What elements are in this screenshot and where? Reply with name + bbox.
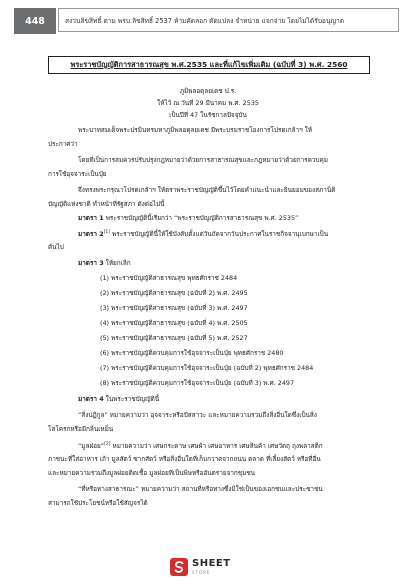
section-label: มาตรา 4 [78, 395, 104, 403]
reign-year: เป็นปีที่ 47 ในรัชกาลปัจจุบัน [169, 111, 247, 119]
section-text-cont: ต้นไป [48, 243, 64, 251]
section-label: มาตรา 3 [78, 259, 104, 267]
section-text: พระราชบัญญัตินี้เรียกว่า “พระราชบัญญัติการสาธารณสุข พ.ศ. 2535” [105, 214, 299, 222]
copyright-text: สงวนลิขสิทธิ์ ตาม พรบ.ลิขสิทธิ์ 2537 ห้ามคัดลอก ดัดแปลง จำหน่าย แจกจ่าย โดยไม่ได้รับอนุญาต [65, 16, 344, 25]
page-header [0, 8, 416, 34]
section-label: มาตรา 1 [78, 214, 104, 222]
repealed-item: (1) พระราชบัญญัติสาธารณสุข พุทธศักราช 2484 [100, 274, 238, 282]
repealed-item: (3) พระราชบัญญัติสาธารณสุข (ฉบับที่ 3) พ.ศ. 2497 [100, 304, 248, 312]
repealed-item: (2) พระราชบัญญัติสาธารณสุข (ฉบับที่ 2) พ.ศ. 2495 [100, 289, 248, 297]
given-date: ให้ไว้ ณ วันที่ 29 มีนาคม พ.ศ. 2535 [157, 99, 259, 107]
king-signature: ภูมิพลอดุลยเดช ป.ร. [179, 87, 237, 95]
preamble-line: จึงทรงพระกรุณาโปรดเกล้าฯ ให้ตราพระราชบัญญัติขึ้นไว้โดยคำแนะนำและยินยอมของสภานิติ [78, 186, 336, 194]
logo-subtext: STORE [192, 570, 211, 575]
preamble-line: การใช้อุจจาระเป็นปุ๋ย [48, 170, 107, 178]
section-4 [78, 394, 159, 404]
preamble-line: ประกาศว่า [48, 140, 78, 148]
section-text: ให้ยกเลิก [105, 259, 131, 267]
repealed-item: (4) พระราชบัญญัติสาธารณสุข (ฉบับที่ 4) พ.ศ. 2505 [100, 319, 248, 327]
repealed-item: (7) พระราชบัญญัติควบคุมการใช้อุจจาระเป็นปุ๋ย (ฉบับที่ 2) พุทธศักราช 2484 [100, 364, 314, 372]
repealed-item: (6) พระราชบัญญัติควบคุมการใช้อุจจาระเป็นปุ๋ย พุทธศักราช 2480 [100, 349, 284, 357]
definition-line: “ที่หรือทางสาธารณะ” หมายความว่า สถานที่หรือทางซึ่งมิใช่เป็นของเอกชนและประชาชน [78, 485, 323, 493]
repealed-item: (5) พระราชบัญญัติสาธารณสุข (ฉบับที่ 5) พ.ศ. 2527 [100, 334, 248, 342]
section-3 [78, 258, 131, 268]
definition-text: หมายความว่า เศษกระดาษ เศษผ้า เศษอาหาร เศษสินค้า เศษวัตถุ ถุงพลาสติก [110, 442, 323, 451]
definition-line: และหมายความรวมถึงมูลฝอยติดเชื้อ มูลฝอยที่เป็นพิษหรืออันตรายจากชุมชน [48, 469, 256, 477]
document-title: พระราชบัญญัติการสาธารณสุข พ.ศ.2535 และที่แก้ไขเพิ่มเติม (ฉบับที่ 3) พ.ศ. 2560 [70, 60, 348, 69]
footnote-ref: [1] [103, 230, 111, 235]
page-number: 448 [14, 8, 56, 34]
repealed-item: (8) พระราชบัญญัติควบคุมการใช้อุจจาระเป็นปุ๋ย (ฉบับที่ 3) พ.ศ. 2497 [100, 379, 295, 387]
copyright-notice [58, 8, 399, 32]
section-text: พระราชบัญญัตินี้ให้ใช้บังคับตั้งแต่วันถัดจากวันประกาศในราชกิจจานุเบกษาเป็น [112, 230, 329, 239]
section-label: มาตรา 2 [78, 230, 104, 239]
preamble-line: พระบาทสมเด็จพระปรมินทรมหาภูมิพลอดุลยเดช มีพระบรมราชโองการโปรดเกล้าฯ ให้ [78, 126, 313, 134]
footnote-ref: [2] [104, 442, 111, 447]
sheet-logo-icon [170, 558, 188, 576]
sheet-store-logo [170, 556, 250, 578]
section-2 [78, 228, 328, 239]
document-title-box [48, 56, 370, 74]
definition-term: “มูลฝอย” [78, 442, 105, 451]
logo-wordmark: SHEET [192, 558, 231, 569]
definition-line: สามารถใช้ประโยชน์หรือใช้สัญจรได้ [48, 499, 148, 507]
section-1 [78, 213, 298, 223]
definition-line: “สิ่งปฏิกูล” หมายความว่า อุจจาระหรือปัสสาวะ และหมายความรวมถึงสิ่งอื่นใดซึ่งเป็นสิ่ง [78, 411, 317, 419]
definition-line: ภาชนะที่ใส่อาหาร เถ้า มูลสัตว์ ซากสัตว์ หรือสิ่งอื่นใดที่เก็บกวาดจากถนน ตลาด ที่เลี้ยงสัตว์ หรือที่อื่น [48, 455, 321, 463]
preamble-line: บัญญัติแห่งชาติ ทำหน้าที่รัฐสภา ดังต่อไปนี้ [48, 200, 165, 208]
preamble-line: โดยที่เป็นการสมควรปรับปรุงกฎหมายว่าด้วยการสาธารณสุขและกฎหมายว่าด้วยการควบคุม [78, 156, 329, 164]
definition-line [78, 440, 323, 451]
section-text: ในพระราชบัญญัตินี้ [105, 395, 160, 403]
definition-line: โสโครกหรือมีกลิ่นเหม็น [48, 425, 114, 433]
